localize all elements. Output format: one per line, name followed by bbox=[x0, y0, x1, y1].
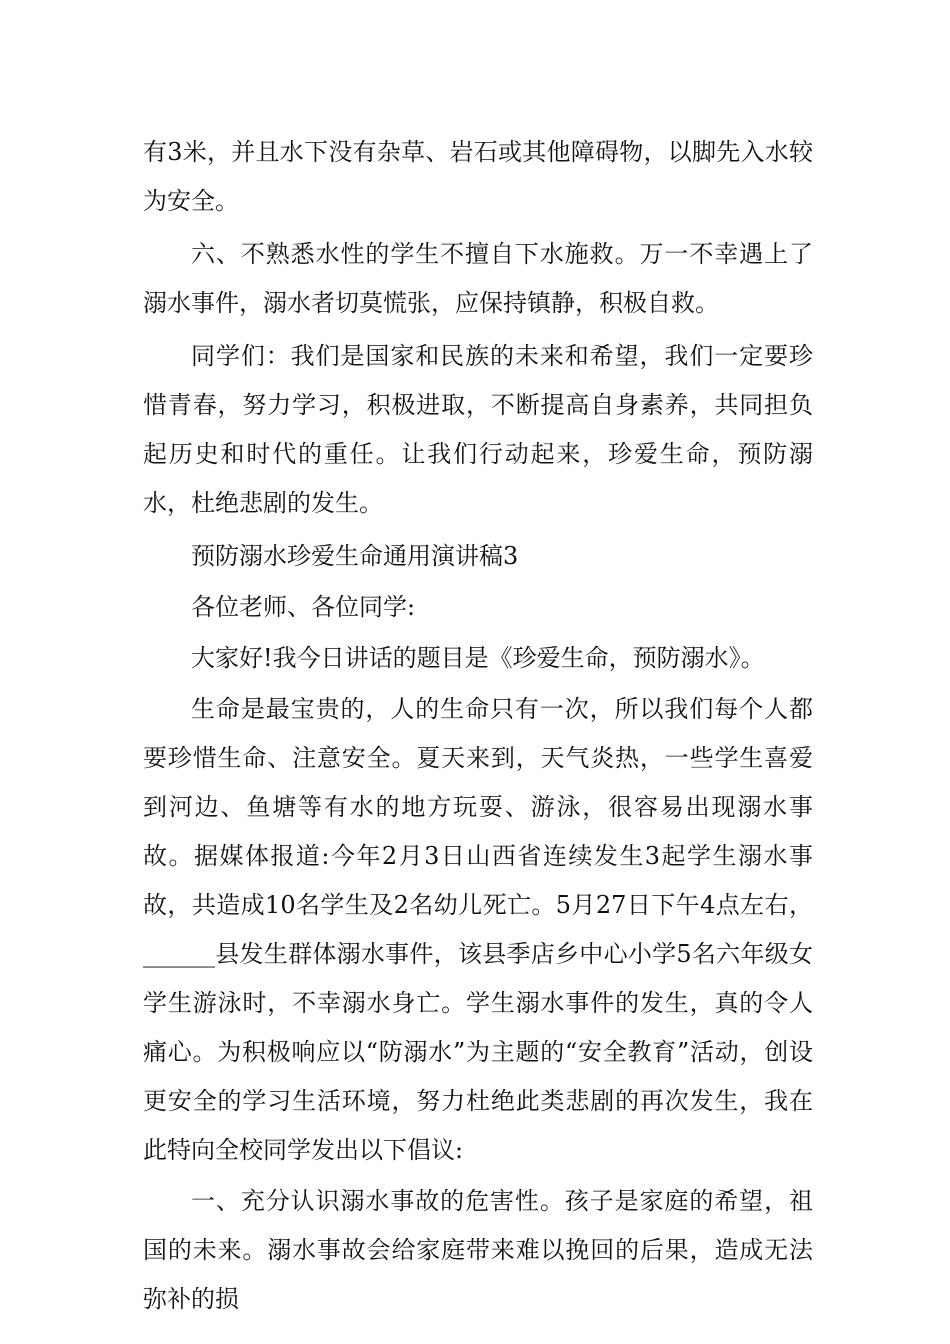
paragraph-life: 生命是最宝贵的，人的生命只有一次，所以我们每个人都要珍惜生命、注意安全。夏天来到，天气炎热，一些学生喜爱到河边、鱼塘等有水的地方玩耍、游泳，很容易出现溺水事故。据媒体报道:今年2月3日山西省连续发生3起学生溺水事故，共造成10名学生及2名幼儿死亡。5月27日下午4点左右，______县发生群体溺水事件，该县季店乡中心小学5名六年级女学生游泳时，不幸溺水身亡。学生溺水事件的发生，真的令人痛心。为积极响应以“防溺水”为主题的“安全教育”活动，创设更安全的学习生活环境，努力杜绝此类悲剧的再次发生，我在此特向全校同学发出以下倡议: bbox=[143, 695, 813, 1164]
salutation: 各位老师、各位同学: bbox=[191, 593, 416, 621]
paragraph-item-one: 一、充分认识溺水事故的危害性。孩子是家庭的希望，祖国的未来。溺水事故会给家庭带来难以挽回的后果，造成无法弥补的损 bbox=[143, 1187, 813, 1313]
paragraph-item-six: 六、不熟悉水性的学生不擅自下水施救。万一不幸遇上了溺水事件，溺水者切莫慌张，应保持镇静，积极自救。 bbox=[143, 240, 813, 317]
greeting: 大家好!我今日讲话的题目是《珍爱生命，预防溺水》。 bbox=[191, 644, 765, 672]
document-body bbox=[143, 128, 813, 1324]
paragraph-classmates: 同学们：我们是国家和民族的未来和希望，我们一定要珍惜青春，努力学习，积极进取，不断提高自身素养，共同担负起历史和时代的重任。让我们行动起来，珍爱生命，预防溺水，杜绝悲剧的发生。 bbox=[143, 342, 813, 517]
speech-title: 预防溺水珍爱生命通用演讲稿3 bbox=[191, 542, 519, 570]
paragraph-continuation: 有3米，并且水下没有杂草、岩石或其他障碍物，以脚先入水较为安全。 bbox=[143, 138, 813, 215]
